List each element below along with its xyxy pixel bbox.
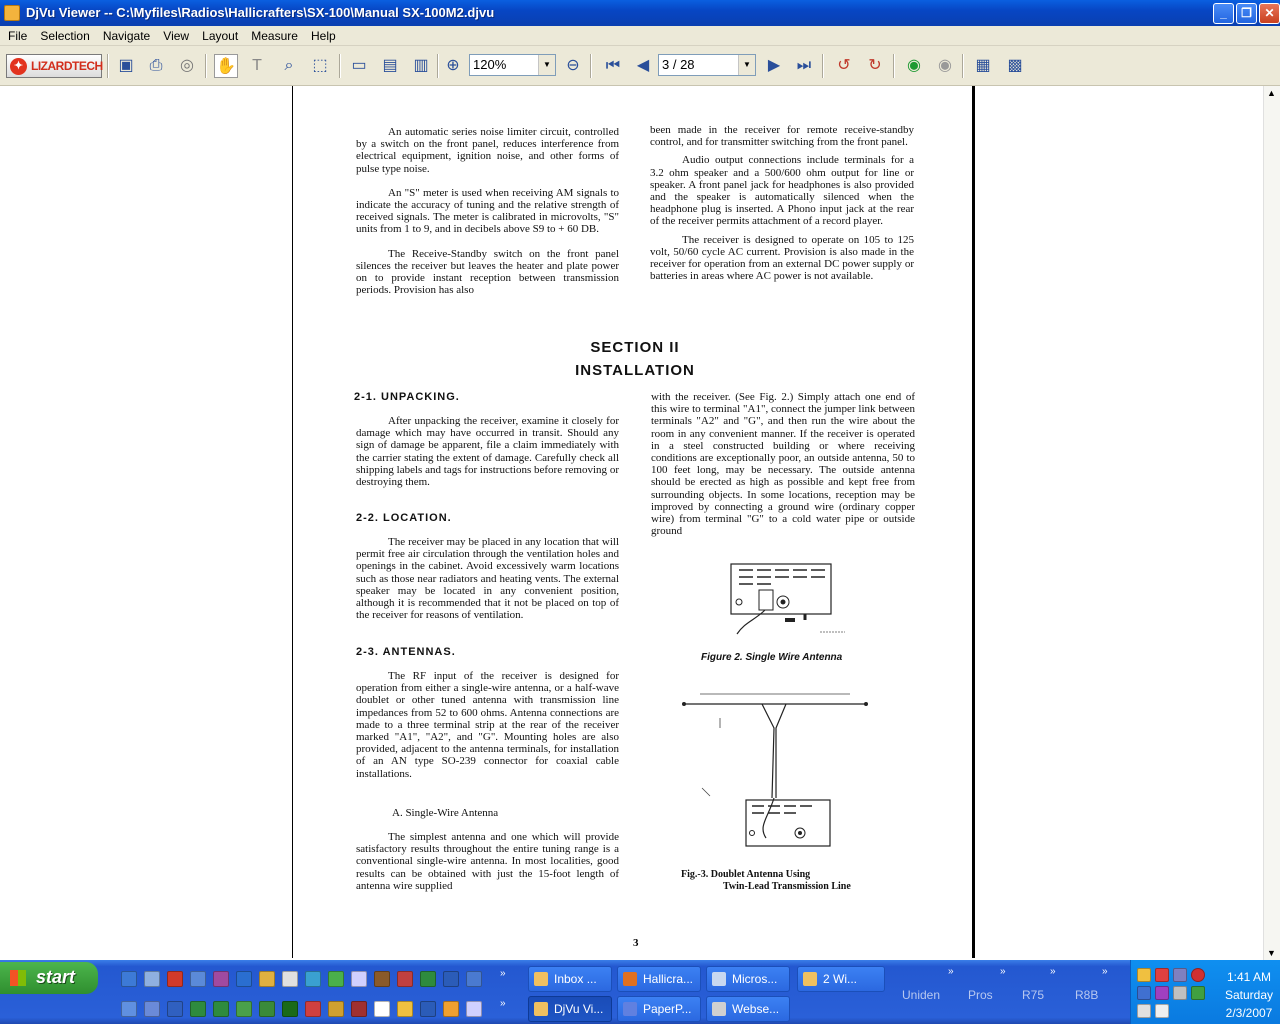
unpacking-text: [356, 415, 619, 500]
toolbar-separator: [590, 54, 592, 78]
quicklaunch-icon[interactable]: [328, 971, 344, 987]
quicklaunch-icon[interactable]: [305, 1001, 321, 1017]
tray-icon[interactable]: [1191, 968, 1205, 982]
zoom-combo[interactable]: [469, 54, 556, 76]
menu-bar: [0, 26, 1280, 46]
right-column-top: [650, 124, 914, 294]
app-icon: [712, 1002, 726, 1016]
quicklaunch-icon[interactable]: [351, 1001, 367, 1017]
location-text: [356, 536, 619, 633]
tray-icon[interactable]: [1155, 1004, 1169, 1018]
section-number: SECTION II: [590, 339, 680, 356]
tray-icon[interactable]: [1137, 1004, 1151, 1018]
toolbar-separator: [893, 54, 895, 78]
task-windows-group[interactable]: 2 Wi...: [797, 966, 885, 992]
acrobat-icon[interactable]: [167, 971, 183, 987]
region-select-icon[interactable]: ⬚: [312, 57, 328, 74]
right-column-mid: [651, 391, 915, 549]
chevron-down-icon[interactable]: ▼: [738, 55, 755, 75]
minimize-button[interactable]: _: [1213, 3, 1234, 24]
toolbar-pros[interactable]: Pros: [968, 988, 993, 1002]
tray-icon[interactable]: [1155, 986, 1169, 1000]
task-djvu-viewer[interactable]: DjVu Vi...: [528, 996, 612, 1022]
fit-page-icon[interactable]: ▥: [413, 57, 429, 74]
toolbar-separator: [205, 54, 207, 78]
excel-icon[interactable]: [420, 971, 436, 987]
start-button[interactable]: [0, 962, 98, 994]
folder-icon: [803, 972, 817, 986]
next-page-icon[interactable]: ▶: [767, 57, 781, 74]
chevron-right-icon[interactable]: »: [948, 966, 954, 977]
toolbar-r8b[interactable]: R8B: [1075, 988, 1099, 1002]
page-right-edge: [972, 86, 975, 958]
paragraph: with the receiver. (See Fig. 2.) Simply attach one end of this wire to terminal "A1", connect the jumper link between terminals "A2" and "G", and then run the wire about the room in any convenient manner. If the receiver is operated in a steel constructed building or where receiving conditions are exceptionally poor, an outside antenna, 50 to 100 feet long, may be necessary. The outside antenna should be erected as high as possible and kept free from surrounding objects. In some locations, reception may be improved by connecting a ground wire (ordinary copper wire) from terminal "G" to a cold water pipe or outside ground: [651, 391, 915, 538]
window-title: DjVu Viewer -- C:\Myfiles\Radios\Hallicrafters\SX-100\Manual SX-100M2.djvu: [26, 5, 495, 20]
quicklaunch-icon[interactable]: [374, 971, 390, 987]
chevron-right-icon[interactable]: »: [1000, 966, 1006, 977]
zoom-out-icon[interactable]: ⊖: [566, 57, 580, 74]
quicklaunch-icon[interactable]: [121, 1001, 137, 1017]
quicklaunch-icon[interactable]: [213, 971, 229, 987]
document-viewer[interactable]: [0, 86, 1280, 960]
paperport-icon: [623, 1002, 637, 1016]
toolbar-separator: [437, 54, 439, 78]
clock-time: 1:41 AM: [1226, 970, 1272, 984]
djvu-app-icon: [4, 5, 20, 21]
text-select-icon[interactable]: T: [252, 57, 262, 74]
first-page-icon[interactable]: ⏮: [605, 57, 621, 74]
toolbar-separator: [822, 54, 824, 78]
toolbar-separator: [962, 54, 964, 78]
clock-date: 2/3/2007: [1225, 1006, 1273, 1020]
page-number: 3: [633, 937, 639, 949]
clock-day: Saturday: [1224, 988, 1274, 1002]
page-combo[interactable]: [658, 54, 756, 76]
logo-text: LIZARDTECH: [31, 59, 103, 73]
djvu-app-icon: [534, 1002, 548, 1016]
heading-unpacking: 2-1. UNPACKING.: [354, 391, 460, 403]
heading-location: 2-2. LOCATION.: [356, 512, 452, 524]
menu-navigate[interactable]: Navigate: [102, 29, 151, 43]
paragraph: The receiver may be placed in any location that will permit free air circulation through the ventilation holes and openings in the cabinet. Avoid excessively warm locations such as those near radiators and heating vents. The external speaker may be located in any convenient position, although it is recommended that it not be placed on top of the receiver for reasons of ventilation.: [356, 536, 619, 622]
paragraph: The simplest antenna and one which will provide satisfactory results throughout the entire tuning range is a conventional single-wire antenna. In most localities, good results can be obtained with just the 15-foot length of antenna wire supplied: [356, 831, 619, 892]
quicklaunch-icon[interactable]: [328, 1001, 344, 1017]
back-icon[interactable]: ◉: [907, 57, 921, 74]
lizardtech-logo[interactable]: [6, 54, 102, 78]
quicklaunch-icon[interactable]: [466, 1001, 482, 1017]
fit-width-icon[interactable]: ▤: [382, 57, 398, 74]
excel-icon[interactable]: [213, 1001, 229, 1017]
single-wire-text: [356, 831, 619, 904]
tray-icon[interactable]: [1137, 968, 1151, 982]
task-inbox[interactable]: Inbox ...: [528, 966, 612, 992]
rotate-left-icon[interactable]: ↺: [837, 57, 851, 74]
outlook-icon: [534, 972, 548, 986]
start-label: start: [36, 967, 76, 987]
quicklaunch-icon[interactable]: [351, 971, 367, 987]
figure-3-doublet-drawing: [680, 688, 880, 864]
tray-icon[interactable]: [1191, 986, 1205, 1000]
quicklaunch-icon[interactable]: [167, 1001, 183, 1017]
single-page-icon[interactable]: ▭: [351, 57, 367, 74]
menu-file[interactable]: File: [8, 29, 28, 43]
vertical-scrollbar[interactable]: [1263, 86, 1280, 960]
toolbar-uniden[interactable]: Uniden: [902, 988, 941, 1002]
maximize-button[interactable]: ❐: [1236, 3, 1257, 24]
chevron-down-icon[interactable]: ▼: [538, 55, 555, 75]
thumbnails-icon[interactable]: ▩: [1007, 57, 1023, 74]
sidebar-toggle-icon[interactable]: ▦: [975, 57, 991, 74]
scroll-up-icon[interactable]: ▲: [1267, 88, 1276, 98]
menu-measure[interactable]: Measure: [251, 29, 298, 43]
zoom-value: 120%: [473, 57, 507, 72]
quicklaunch-icon[interactable]: [121, 971, 137, 987]
task-webse[interactable]: Webse...: [706, 996, 790, 1022]
chevron-right-icon[interactable]: »: [500, 998, 506, 1009]
task-hallicrafters[interactable]: Hallicra...: [617, 966, 701, 992]
scroll-down-icon[interactable]: ▼: [1267, 948, 1276, 958]
quicklaunch-icon[interactable]: [259, 971, 275, 987]
tray-icon[interactable]: [1173, 986, 1187, 1000]
lizard-icon: ✦: [10, 58, 27, 75]
clock[interactable]: [1221, 968, 1277, 1022]
last-page-icon[interactable]: ⏭: [796, 57, 812, 74]
folder-icon[interactable]: [397, 1001, 413, 1017]
heading-single-wire: A. Single-Wire Antenna: [392, 807, 499, 819]
toolbar-separator: [107, 54, 109, 78]
left-column-top: [356, 126, 619, 308]
paragraph: An "S" meter is used when receiving AM signals to indicate the accuracy of tuning and the relative strength of received signals. The meter is calibrated in microvolts, "S" units from 1 to 9, and in decibels above S9 to + 60 DB.: [356, 186, 619, 236]
toolbar-r75[interactable]: R75: [1022, 988, 1045, 1002]
menu-layout[interactable]: Layout: [202, 29, 239, 43]
paragraph: The RF input of the receiver is designed for operation from either a single-wire antenna, or a half-wave doublet or other tuned antenna with transmission line impedances from 52 to 600 ohms. Antenna connections are made to a three terminal strip at the rear of the receiver marked "A1", "A2", and "G". Mounting holes are also provided, adjacent to the antenna terminals, for installation of an AN type SO-239 connector for coaxial cable installations.: [356, 670, 619, 780]
zoom-in-icon[interactable]: ⊕: [446, 57, 460, 74]
antennas-text: [356, 670, 619, 792]
previous-page-icon[interactable]: ◀: [636, 57, 650, 74]
close-button[interactable]: ✕: [1259, 3, 1280, 24]
quicklaunch-icon[interactable]: [190, 971, 206, 987]
page-value: 3 / 28: [662, 57, 695, 72]
rotate-right-icon[interactable]: ↻: [868, 57, 882, 74]
menu-view[interactable]: View: [163, 29, 190, 43]
word-icon[interactable]: [420, 1001, 436, 1017]
quicklaunch-icon[interactable]: [144, 1001, 160, 1017]
bold-b-icon[interactable]: [374, 1001, 390, 1017]
paragraph: Audio output connections include terminals for a 3.2 ohm speaker and a 500/600 ohm output for line or speaker. A front panel jack for headphones is also provided and the speaker is automatically silenced when the headphone plug is inserted. A Phono input jack at the rear of the receiver permits attachment of a record player.: [650, 154, 914, 228]
quicklaunch-icon[interactable]: [236, 1001, 252, 1017]
task-microsoft[interactable]: Micros...: [706, 966, 790, 992]
paragraph: The receiver is designed to operate on 105 to 125 volt, 50/60 cycle AC current. Provision is also made in the receiver for operation from an external DC power supply or batteries in areas where AC power is not available.: [650, 233, 914, 283]
system-tray: [1130, 960, 1280, 1024]
quicklaunch-icon[interactable]: [397, 971, 413, 987]
zoom-tool-icon[interactable]: ⌕: [284, 57, 294, 74]
paragraph: The Receive-Standby switch on the front panel silences the receiver but leaves the heater and plate power on to provide instant reception between transmission periods. Provision has also: [356, 247, 619, 297]
find-binoculars-icon[interactable]: ◎: [180, 57, 194, 74]
quicklaunch-icon[interactable]: [466, 971, 482, 987]
figure-2-receiver-drawing: [725, 560, 850, 642]
figure-3-caption-line-1: Fig.-3. Doublet Antenna Using: [681, 869, 811, 880]
figure-2-caption: Figure 2. Single Wire Antenna: [701, 652, 843, 663]
tray-icon[interactable]: [1137, 986, 1151, 1000]
page-left-edge: [292, 86, 293, 958]
chevron-right-icon[interactable]: »: [500, 968, 506, 979]
quicklaunch-icon[interactable]: [282, 971, 298, 987]
quicklaunch-icon[interactable]: [259, 1001, 275, 1017]
word-icon[interactable]: [443, 971, 459, 987]
chevron-right-icon[interactable]: »: [1102, 966, 1108, 977]
firefox-icon: [623, 972, 637, 986]
forward-icon[interactable]: ◉: [938, 57, 952, 74]
tray-icon[interactable]: [1173, 968, 1187, 982]
quicklaunch-icon[interactable]: [305, 971, 321, 987]
quicklaunch-icon[interactable]: [144, 971, 160, 987]
chevron-right-icon[interactable]: »: [1050, 966, 1056, 977]
figure-3-caption-line-2: Twin-Lead Transmission Line: [723, 881, 851, 892]
section-title: INSTALLATION: [575, 362, 695, 379]
save-icon[interactable]: ▣: [118, 57, 134, 74]
menu-help[interactable]: Help: [310, 29, 336, 43]
quicklaunch-icon[interactable]: [443, 1001, 459, 1017]
paragraph: After unpacking the receiver, examine it closely for damage which may have occurred in transit. Should any sign of damage be apparent, file a claim immediately with the carrier stating the extent of damage. Carefully check all shipping labels and tags for instructions before removing or destroying them.: [356, 415, 619, 489]
print-icon[interactable]: ⎙: [149, 57, 163, 74]
toolbar: [0, 46, 1280, 86]
app-icon: [712, 972, 726, 986]
quicklaunch-icon[interactable]: [282, 1001, 298, 1017]
ebay-icon[interactable]: [1155, 968, 1169, 982]
heading-antennas: 2-3. ANTENNAS.: [356, 646, 456, 658]
toolbar-separator: [339, 54, 341, 78]
hand-tool-icon[interactable]: ✋: [214, 54, 238, 78]
paragraph: An automatic series noise limiter circuit, controlled by a switch on the front panel, reduces interference from electrical equipment, ignition noise, and other forms of pulse type noise.: [356, 126, 619, 175]
task-paperport[interactable]: PaperP...: [617, 996, 701, 1022]
excel-icon[interactable]: [190, 1001, 206, 1017]
paragraph: been made in the receiver for remote receive-standby control, and for transmitter switching from the front panel.: [650, 124, 914, 149]
title-bar: [0, 0, 1280, 26]
menu-selection[interactable]: Selection: [40, 29, 90, 43]
quicklaunch-icon[interactable]: [236, 971, 252, 987]
windows-logo-icon: [10, 970, 26, 986]
